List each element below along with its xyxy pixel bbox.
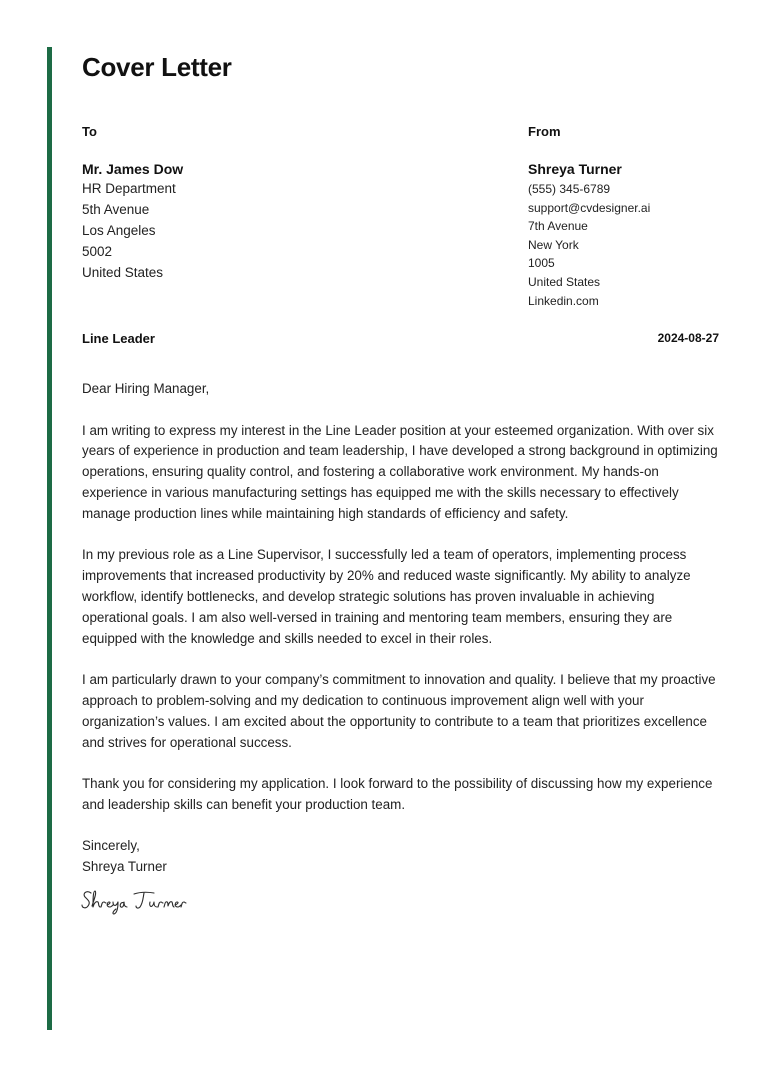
sender-city: New York (528, 237, 579, 252)
recipient-zip: 5002 (82, 244, 113, 259)
recipient-block (82, 124, 183, 283)
letter-body (82, 379, 724, 837)
salutation: Dear Hiring Manager, (82, 381, 210, 396)
closing-name: Shreya Turner (82, 858, 167, 874)
sender-name: Shreya Turner (528, 161, 622, 177)
sender-linkedin: Linkedin.com (528, 293, 599, 308)
recipient-street: 5th Avenue (82, 202, 150, 217)
recipient-city: Los Angeles (82, 223, 156, 238)
letter-date: 2024-08-27 (657, 331, 719, 345)
sender-country: United States (528, 274, 601, 289)
sender-phone: (555) 345-6789 (528, 182, 611, 196)
letter-subject: Line Leader (82, 331, 155, 346)
recipient-country: United States (82, 265, 164, 280)
accent-bar (47, 47, 52, 1030)
recipient-department: HR Department (82, 181, 176, 196)
sender-email: support@cvdesigner.ai (528, 200, 651, 215)
sender-street: 7th Avenue (528, 219, 588, 234)
signature-drawing (80, 886, 200, 916)
recipient-name: Mr. James Dow (82, 161, 184, 177)
sender-block (528, 124, 650, 310)
closing-phrase: Sincerely, (82, 838, 140, 853)
body-paragraph: Thank you for considering my application. I look forward to the possibility of discussing how my experience and leadership skills can benefit your production team. (82, 776, 713, 812)
sender-zip: 1005 (528, 256, 555, 271)
body-paragraph: In my previous role as a Line Supervisor, I successfully led a team of operators, implementing process improvements that increased productivity by 20% and reduced waste significantly. My ability to analyze workflow, identify bottlenecks, and develop strategic solutions has proven invaluable in achieving operational goals. I am also well-versed in training and mentoring team members, ensuring they are equipped with the knowledge and skills needed to excel in their roles. (82, 547, 691, 646)
to-label: To (82, 124, 97, 139)
page-title: Cover Letter (82, 52, 232, 82)
body-paragraph: I am particularly drawn to your company’s commitment to innovation and quality. I believe that my proactive approach to problem-solving and my dedication to continuous improvement align well with your organization’s values. I am excited about the opportunity to contribute to a team that prioritizes excellence and strives for operational success. (82, 672, 716, 750)
closing-block (82, 836, 167, 878)
handwritten-signature (80, 886, 200, 921)
body-paragraph: I am writing to express my interest in the Line Leader position at your esteemed organization. With over six years of experience in production and team leadership, I have developed a strong background in optimizing operations, ensuring quality control, and fostering a collaborative work environment. My hands-on experience in various manufacturing settings has equipped me with the skills necessary to effectively manage production lines while maintaining high standards of efficiency and safety. (82, 422, 718, 521)
from-label: From (528, 124, 561, 139)
